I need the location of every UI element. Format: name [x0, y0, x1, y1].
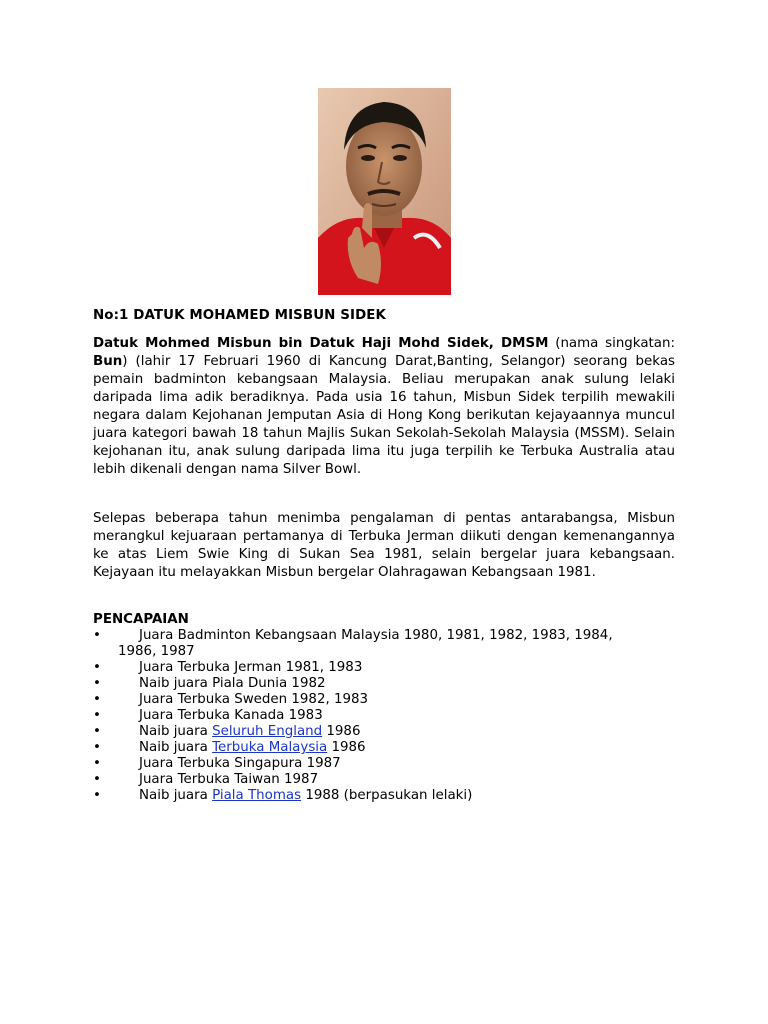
bullet-icon: •	[93, 756, 101, 771]
bullet-icon: •	[93, 788, 101, 803]
list-item: • Juara Terbuka Jerman 1981, 1983	[93, 660, 363, 675]
bullet-icon: •	[93, 676, 101, 691]
link-terbuka-malaysia[interactable]: Terbuka Malaysia	[212, 740, 328, 755]
intro-paragraph	[93, 335, 675, 479]
link-piala-thomas[interactable]: Piala Thomas	[212, 788, 302, 803]
list-item: • Juara Terbuka Kanada 1983	[93, 708, 323, 723]
list-item: • Naib juara Piala Thomas 1988 (berpasukan lelaki)	[93, 788, 473, 803]
list-item: • Juara Terbuka Singapura 1987	[93, 756, 341, 771]
list-item: • Juara Badminton Kebangsaan Malaysia 1980, 1981, 1982, 1983, 1984, 1986, 1987	[93, 628, 613, 659]
bullet-icon: •	[93, 708, 101, 723]
bullet-icon: •	[93, 724, 101, 739]
bullet-icon: •	[93, 772, 101, 787]
link-seluruh-england[interactable]: Seluruh England	[212, 724, 323, 739]
list-item: • Juara Terbuka Sweden 1982, 1983	[93, 692, 369, 707]
bullet-icon: •	[93, 660, 101, 675]
list-item: • Juara Terbuka Taiwan 1987	[93, 772, 319, 787]
intro-body: ) (lahir 17 Februari 1960 di Kancung Darat,Banting, Selangor) seorang bekas pemain badminton kebangsaan Malaysia. Beliau merupakan anak sulung lelaki daripada lima adik beradiknya. Pada usia 16 tahun, Misbun Sidek terpilih mewakili negara dalam Kejohanan Jemputan Asia di Hong Kong berikutan kejayaannya muncul juara kategori bawah 18 tahun Majlis Sukan Sekolah-Sekolah Malaysia (MSSM). Selain kejohanan itu, anak sulung daripada lima itu juga terpilih ke Terbuka Australia atau lebih dikenali dengan nama Silver Bowl.	[93, 354, 675, 477]
portrait-illustration	[318, 88, 451, 295]
achievements-heading: PENCAPAIAN	[93, 612, 189, 627]
bullet-icon: •	[93, 692, 101, 707]
nickname-prefix: (nama singkatan:	[555, 336, 675, 351]
portrait-photo	[318, 88, 451, 295]
bullet-icon: •	[93, 628, 101, 643]
list-item: • Naib juara Terbuka Malaysia 1986	[93, 740, 366, 755]
career-paragraph: Selepas beberapa tahun menimba pengalaman di pentas antarabangsa, Misbun merangkul kejuaraan pertamanya di Terbuka Jerman diikuti dengan kemenangannya ke atas Liem Swie King di Sukan Sea 1981, selain bergelar juara kebangsaan. Kejayaan itu melayakkan Misbun bergelar Olahragawan Kebangsaan 1981.	[93, 511, 675, 580]
nickname: Bun	[93, 354, 123, 369]
achievements-list	[93, 628, 675, 804]
list-item: • Naib juara Seluruh England 1986	[93, 724, 361, 739]
subject-full-name: Datuk Mohmed Misbun bin Datuk Haji Mohd Sidek, DMSM	[93, 336, 549, 351]
list-item: • Naib juara Piala Dunia 1982	[93, 676, 326, 691]
page-title: No:1 DATUK MOHAMED MISBUN SIDEK	[93, 308, 387, 323]
bullet-icon: •	[93, 740, 101, 755]
